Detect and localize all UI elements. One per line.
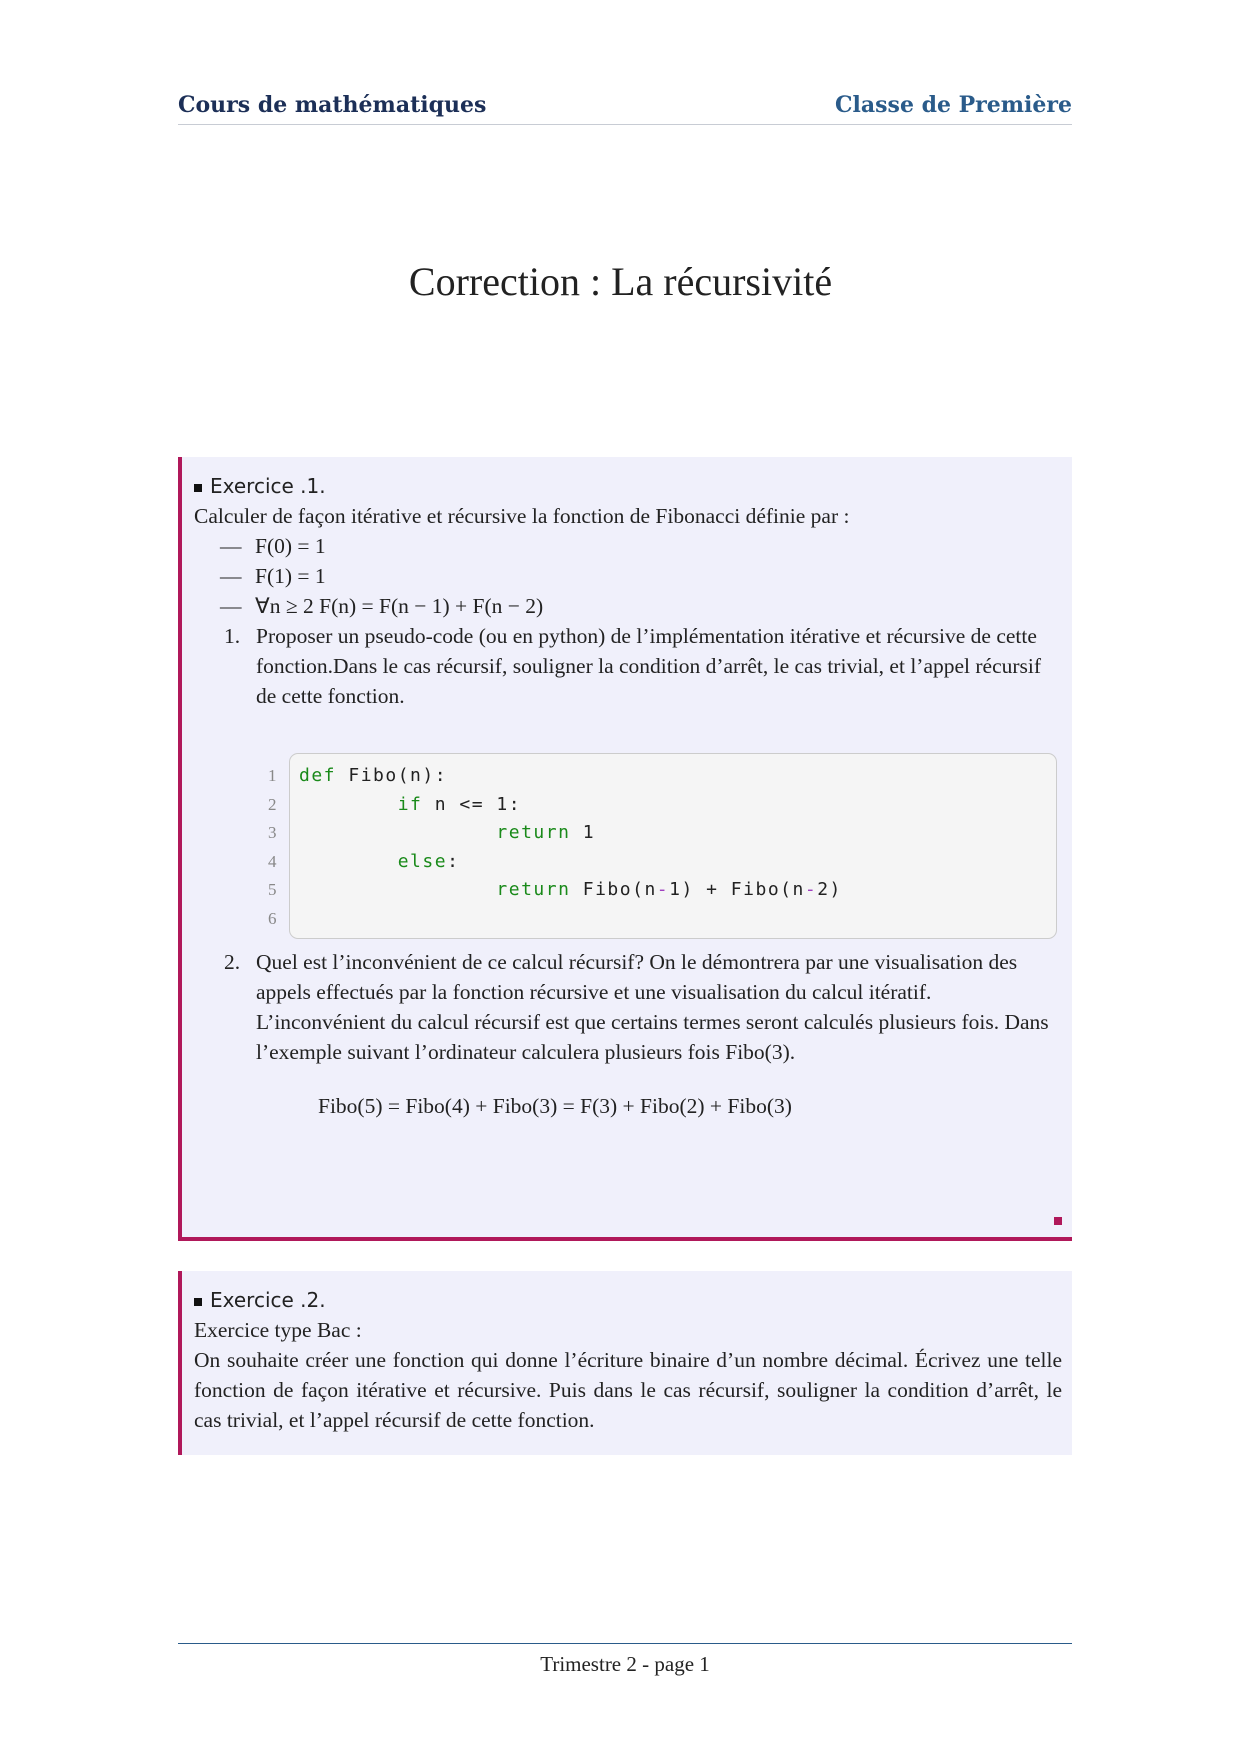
answer-2: L’inconvénient du calcul récursif est que certains termes seront calculés plusieurs fois. Dans l’exemple suivant l’ordinateur calculera plusieurs fois Fibo(3).: [256, 1010, 1049, 1064]
question-2: [194, 947, 1062, 1007]
exercise-heading-label: Exercice .1.: [210, 474, 326, 498]
course-title: Cours de mathématiques: [178, 92, 487, 118]
definition-text: F(1) = 1: [255, 564, 326, 588]
exercise-2-box: [178, 1271, 1072, 1455]
exercise-subtitle: Exercice type Bac :: [194, 1318, 362, 1342]
page-header: [178, 92, 1072, 125]
line-number: 5: [268, 880, 278, 899]
exercise-heading-label: Exercice .2.: [210, 1288, 326, 1312]
keyword: return: [496, 822, 571, 843]
code-text: :: [447, 850, 460, 872]
code-line: [268, 848, 1056, 877]
question-text: Quel est l’inconvénient de ce calcul récursif? On le démontrera par une visualisation des appels effectués par la fonction récursive et une visualisation du calcul itératif.: [256, 950, 1018, 1004]
line-number: 6: [268, 908, 278, 928]
exercise-heading: [194, 471, 1062, 501]
page-title: Correction : La récursivité: [408, 259, 833, 304]
line-number: 4: [268, 851, 278, 871]
page-footer: Trimestre 2 - page 1: [178, 1643, 1072, 1677]
code-text: Fibo(n):: [336, 765, 448, 786]
exercise-text: On souhaite créer une fonction qui donne l’écriture binaire d’un nombre décimal. Écrivez une telle fonction de façon itérative et récursive. Puis dans le cas récursif, souligner la condition d’arrêt, le cas trivial, et l’appel récursif de cette fonction.: [194, 1348, 1062, 1432]
code-text: 1) + Fibo(n: [669, 879, 805, 900]
keyword: else: [397, 850, 448, 872]
formula: Fibo(5) = Fibo(4) + Fibo(3) = F(3) + Fibo(2) + Fibo(3): [318, 1094, 792, 1118]
class-level: Classe de Première: [835, 92, 1072, 118]
question-text: Proposer un pseudo-code (ou en python) de l’implémentation itérative et récursive de cette fonction.Dans le cas récursif, souligner la condition d’arrêt, le cas trivial, et l’appel récursif de cette fonction.: [256, 624, 1042, 708]
exercise-heading: [194, 1285, 1062, 1315]
code-listing: [268, 753, 1057, 939]
operator: -: [804, 879, 818, 900]
definition-item: — F(1) = 1: [220, 564, 326, 588]
code-line: [268, 791, 1056, 820]
question-number: 1.: [224, 624, 241, 648]
square-bullet-icon: [194, 1298, 202, 1306]
end-of-exercise-mark: [1054, 1217, 1062, 1225]
code-line: [268, 905, 1056, 934]
code-line: [268, 819, 1056, 848]
exercise-1-box: [178, 457, 1072, 1241]
square-bullet-icon: [194, 484, 202, 492]
operator: -: [656, 879, 670, 900]
code-text: n <= 1:: [422, 793, 522, 815]
code-text: Fibo(n: [570, 879, 657, 900]
keyword: return: [496, 879, 571, 900]
keyword: def: [299, 765, 337, 786]
definition-item: — ∀n ≥ 2 F(n) = F(n − 1) + F(n − 2): [220, 594, 544, 618]
code-line: [268, 876, 1056, 905]
code-line: [268, 762, 1056, 791]
question-number: 2.: [224, 950, 241, 974]
code-text: 2): [817, 879, 842, 900]
definition-text: F(0) = 1: [255, 534, 326, 558]
line-number: 3: [268, 823, 278, 842]
definition-item: — F(0) = 1: [220, 534, 326, 558]
exercise-intro: Calculer de façon itérative et récursive la fonction de Fibonacci définie par :: [194, 504, 850, 528]
code-text: 1: [570, 822, 596, 843]
line-number: 2: [268, 794, 278, 814]
keyword: if: [397, 793, 423, 815]
line-number: 1: [268, 766, 278, 785]
definition-text: ∀n ≥ 2 F(n) = F(n − 1) + F(n − 2): [255, 594, 544, 618]
question-1: [194, 621, 1062, 711]
